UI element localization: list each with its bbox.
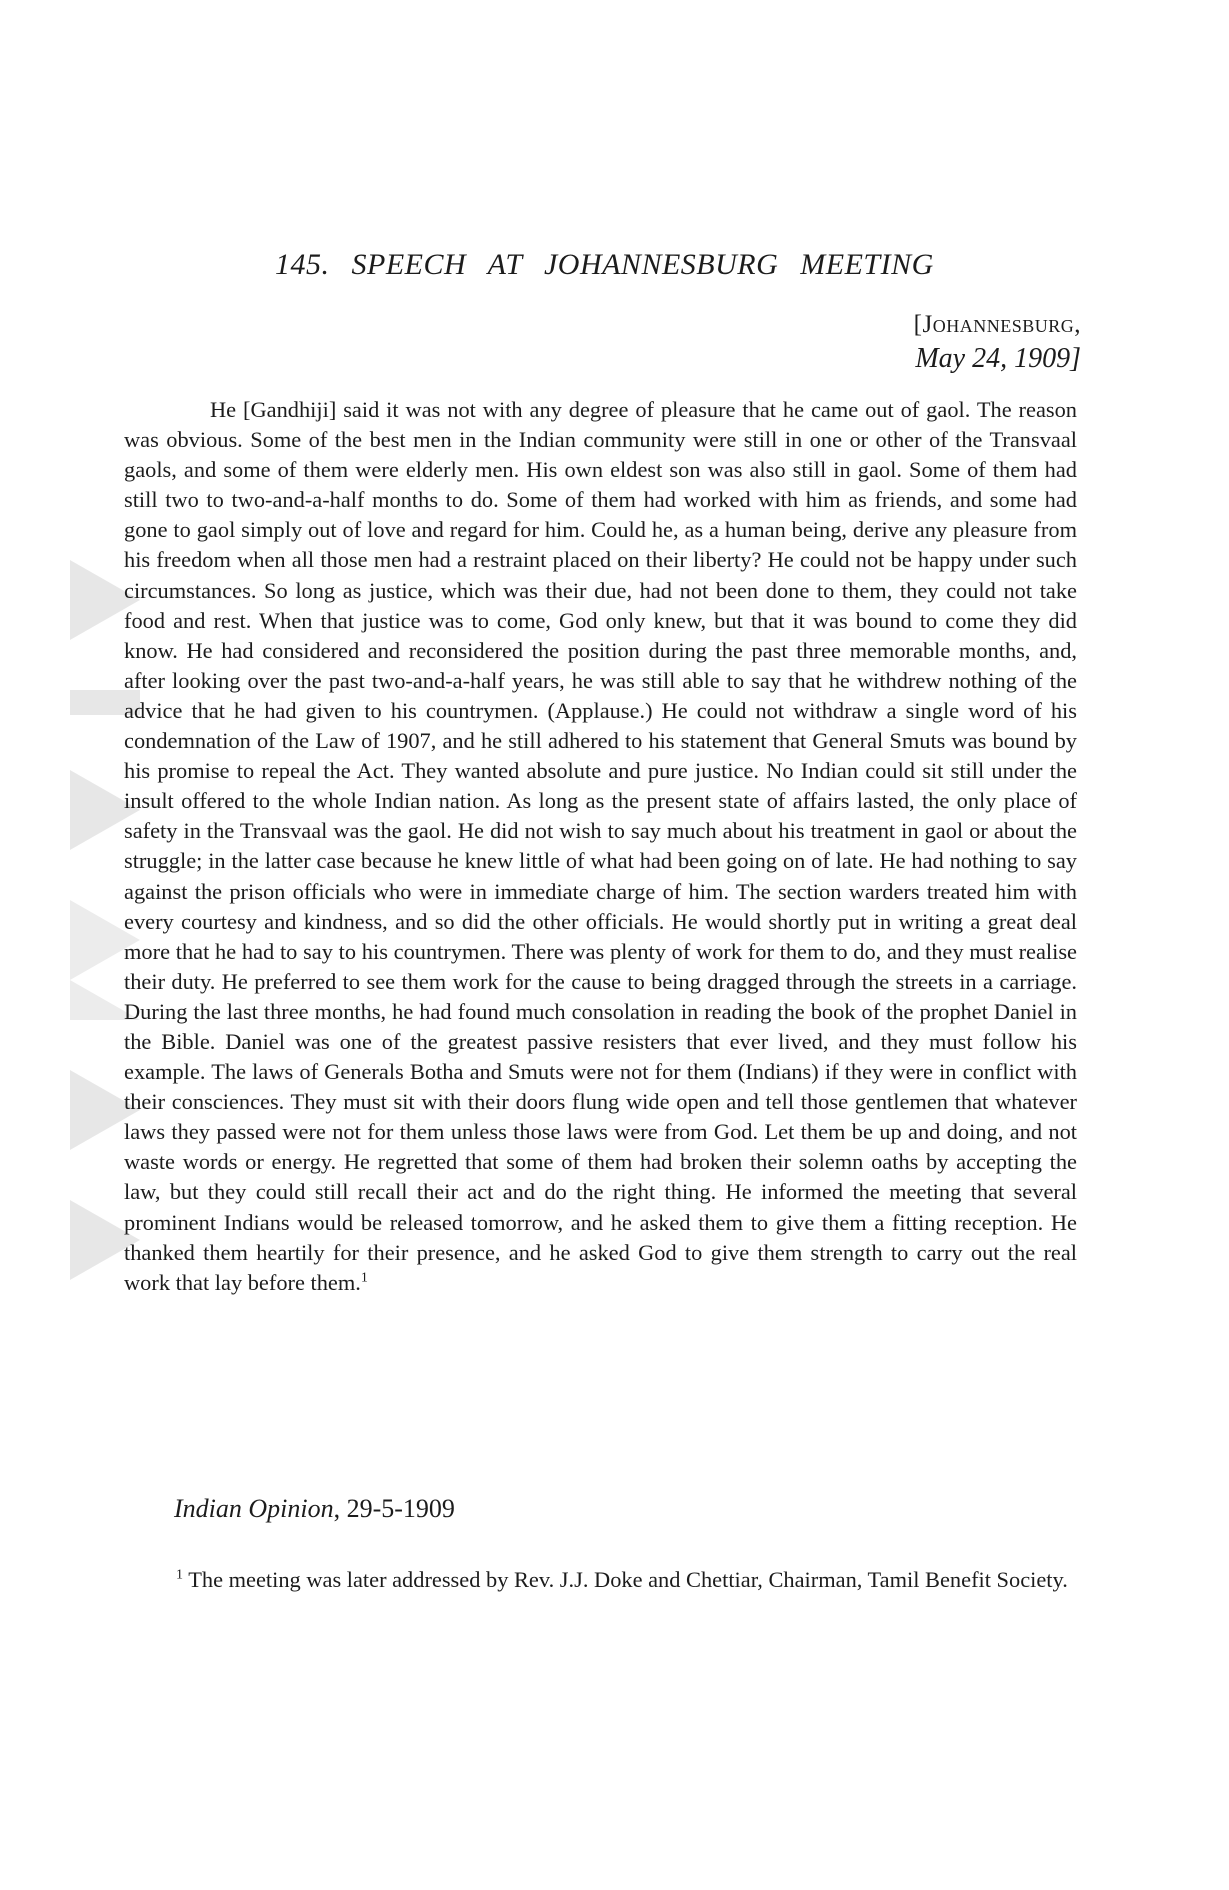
speech-paragraph [124,395,1077,1298]
footnote [124,1565,1077,1595]
dateline [914,308,1081,376]
source-date: 29-5-1909 [346,1494,455,1523]
dateline-date: May 24, 1909] [915,343,1081,374]
section-heading [275,248,1075,282]
footnote-text: The meeting was later addressed by Rev. J.J. Doke and Chettiar, Chairman, Tamil Benefit Society. [188,1567,1068,1592]
footnote-reference: 1 [360,1270,368,1286]
source-separator: , [333,1494,341,1523]
source-citation [174,1494,455,1524]
footnote-marker: 1 [176,1567,183,1583]
dateline-place: [Johannesburg, [913,311,1081,338]
source-publication: Indian Opinion [174,1494,334,1523]
speech-text: He [Gandhiji] said it was not with any degree of pleasure that he came out of gaol. The reason was obvious. Some of the best men in the Indian community were still in one or other of the Transvaal gaols, and some of them were elderly men. His own eldest son was also still in gaol. Some of them had still two to two-and-a-half months to do. Some of them had worked with him as friends, and some had gone to gaol simply out of love and regard for him. Could he, as a human being, derive any pleasure from his freedom when all those men had a restraint placed on their liberty? He could not be happy under such circumstances. So long as justice, which was their due, had not been done to them, they could not take food and rest. When that justice was to come, God only knew, but that it was bound to come they did know. He had considered and reconsidered the position during the past three memorable months, and, after looking over the past two-and-a-half years, he was still able to say that he withdrew nothing of the advice that he had given to his countrymen. (Applause.) He could not withdraw a single word of his condemnation of the Law of 1907, and he still adhered to his statement that General Smuts was bound by his promise to repeal the Act. They wanted absolute and pure justice. No Indian could sit still under the insult offered to the whole Indian nation. As long as the present state of affairs lasted, the only place of safety in the Transvaal was the gaol. He did not wish to say much about his treatment in gaol or about the struggle; in the latter case because he knew little of what had been going on of late. He had nothing to say against the prison officials who were in immediate charge of him. The section warders treated him with every courtesy and kindness, and so did the other officials. He would shortly put in writing a great deal more that he had to say to his countrymen. There was plenty of work for them to do, and they must realise their duty. He preferred to see them work for the cause to being dragged through the streets in a carriage. During the last three months, he had found much consolation in reading the book of the prophet Daniel in the Bible. Daniel was one of the greatest passive resisters that ever lived, and they must follow his example. The laws of Generals Botha and Smuts were not for them (Indians) if they were in conflict with their consciences. They must sit with their doors flung wide open and tell those gentlemen that whatever laws they passed were not for them unless those laws were from God. Let them be up and doing, and not waste words or energy. He regretted that some of them had broken their solemn oaths by accepting the law, but they could still recall their act and do the right thing. He informed the meeting that several prominent Indians would be released tomorrow, and he asked them to give them a fitting reception. He thanked them heartily for their presence, and he asked God to give them strength to carry out the real work that lay before them. [124,397,1077,1295]
section-title: SPEECH AT JOHANNESBURG MEETING [351,248,934,281]
section-number: 145. [275,248,330,281]
